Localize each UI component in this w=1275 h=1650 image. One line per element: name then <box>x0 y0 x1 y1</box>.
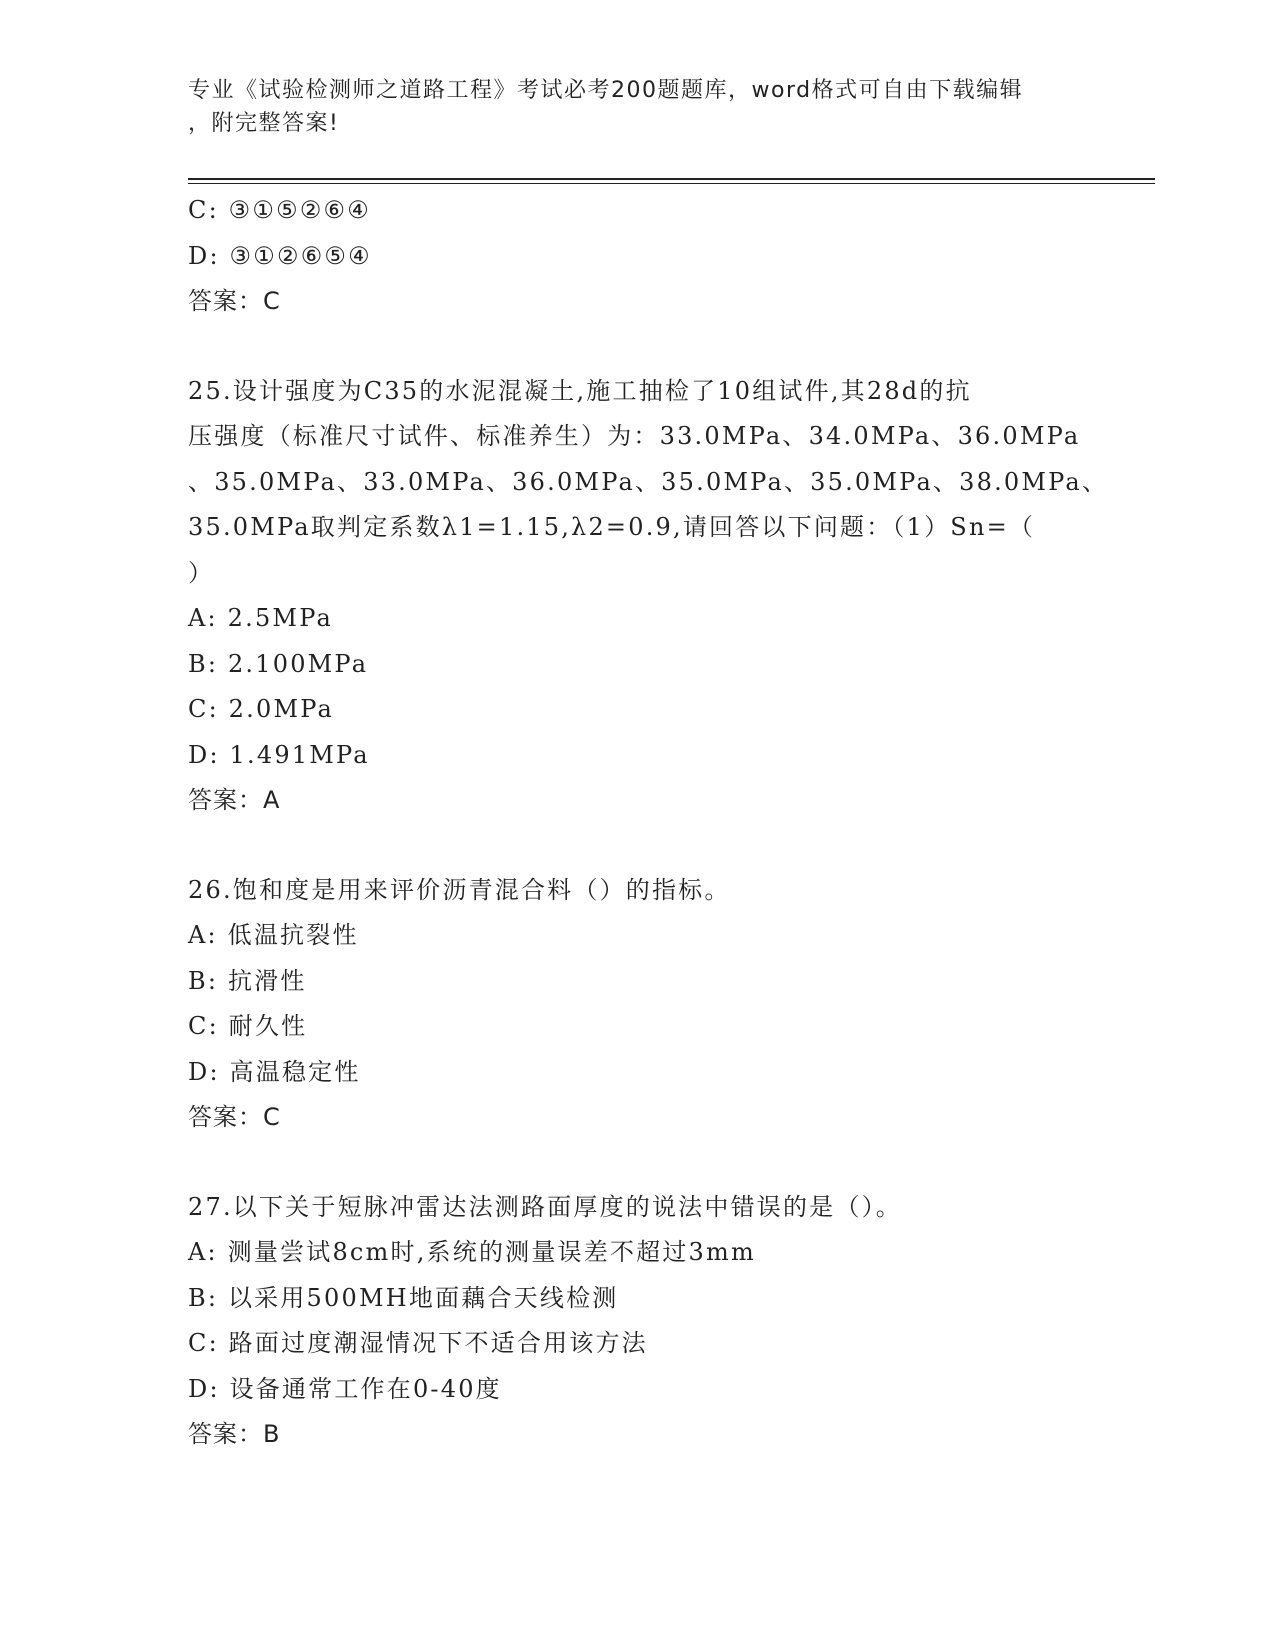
option-b: B: 抗滑性 <box>188 966 307 995</box>
option-a: A: 2.5MPa <box>188 604 333 632</box>
option-d: D: ③①②⑥⑤④ <box>188 241 372 270</box>
document-body <box>188 188 1109 1458</box>
question-stem-line: ） <box>188 558 215 587</box>
answer-line: 答案：C <box>188 287 281 315</box>
answer-line: 答案：A <box>188 786 281 814</box>
option-d: D: 设备通常工作在0-40度 <box>188 1374 502 1403</box>
question-spacer <box>188 824 1088 868</box>
option-d: D: 1.491MPa <box>188 740 370 769</box>
question-stem-line: 27.以下关于短脉冲雷达法测路面厚度的说法中错误的是（）。 <box>188 1192 902 1221</box>
document-header <box>188 74 1068 140</box>
answer-line: 答案：C <box>188 1103 281 1131</box>
header-divider-thick <box>188 178 1155 180</box>
question-stem-line: 压强度（标准尺寸试件、标准养生）为：33.0MPa、34.0MPa、36.0MPa <box>188 422 1081 450</box>
option-a: A: 低温抗裂性 <box>188 921 359 949</box>
option-c: C: ③①⑤②⑥④ <box>188 196 371 224</box>
option-b: B: 以采用500MH地面藕合天线检测 <box>188 1283 619 1312</box>
question-24-tail <box>188 188 1088 325</box>
answer-line: 答案：B <box>188 1420 281 1448</box>
question-spacer <box>188 1141 1088 1185</box>
question-stem-line: 25.设计强度为C35的水泥混凝土,施工抽检了10组试件,其28d的抗 <box>188 376 972 405</box>
question-stem-line: 、35.0MPa、33.0MPa、36.0MPa、35.0MPa、35.0MPa、38.0MPa、 <box>188 467 1109 496</box>
option-c: C: 2.0MPa <box>188 695 334 723</box>
option-c: C: 耐久性 <box>188 1012 308 1040</box>
option-c: C: 路面过度潮湿情况下不适合用该方法 <box>188 1329 648 1357</box>
question-25 <box>188 369 1109 824</box>
question-spacer <box>188 325 1088 369</box>
question-stem-line: 35.0MPa取判定系数λ1=1.15,λ2=0.9,请回答以下问题：（1）Sn=（ <box>188 513 1036 541</box>
option-a: A: 测量尝试8cm时,系统的测量误差不超过3mm <box>188 1238 756 1266</box>
option-b: B: 2.100MPa <box>188 649 369 678</box>
question-27 <box>188 1185 1088 1458</box>
header-divider-thin <box>188 183 1155 184</box>
option-d: D: 高温稳定性 <box>188 1057 361 1086</box>
question-stem-line: 26.饱和度是用来评价沥青混合料（）的指标。 <box>188 875 731 904</box>
question-26 <box>188 868 1088 1141</box>
header-title-line2: ，附完整答案! <box>188 111 340 136</box>
header-title-line1: 专业《试验检测师之道路工程》考试必考200题题库，word格式可自由下载编辑 <box>188 78 1024 103</box>
